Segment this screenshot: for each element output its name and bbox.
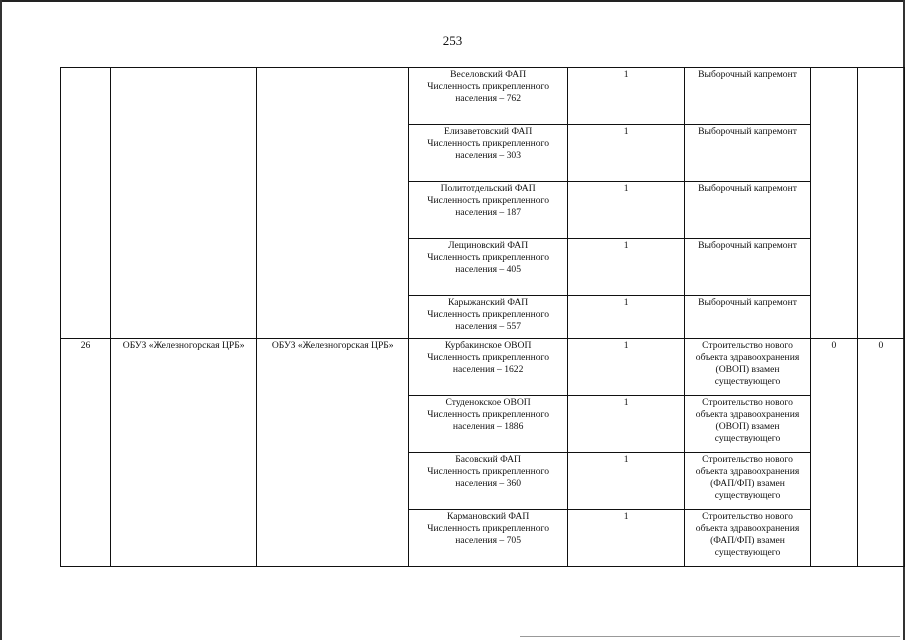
population-value: населения – 303	[455, 150, 521, 161]
population-label: Численность прикрепленного	[427, 138, 549, 149]
population-value: населения – 762	[455, 93, 521, 104]
population-label: Численность прикрепленного	[427, 81, 549, 92]
row-number: 26	[61, 339, 111, 567]
col-b-cell-cont	[857, 68, 904, 339]
population-value: населения – 1622	[452, 364, 524, 375]
population-label: Численность прикрепленного	[427, 466, 549, 477]
facility-cell	[409, 339, 568, 396]
work-cell: Строительство нового объекта здравоохранения (ФАП/ФП) взамен существующего	[685, 453, 811, 510]
num-cell-cont	[61, 68, 111, 339]
col-a-cell-cont	[810, 68, 857, 339]
scan-border-top	[0, 0, 905, 2]
scan-border-left	[0, 0, 2, 640]
population-value: населения – 557	[455, 321, 521, 332]
population-label: Численность прикрепленного	[427, 252, 549, 263]
work-cell: Строительство нового объекта здравоохранения (ОВОП) взамен существующего	[685, 396, 811, 453]
work-cell: Строительство нового объекта здравоохранения (ФАП/ФП) взамен существующего	[685, 510, 811, 567]
org-name: ОБУЗ «Железногорская ЦРБ»	[111, 339, 257, 567]
facilities-table	[60, 67, 905, 567]
facility-cell	[409, 125, 568, 182]
facility-cell	[409, 396, 568, 453]
col-b-value: 0	[857, 339, 904, 567]
facility-cell	[409, 510, 568, 567]
institution-name: ОБУЗ «Железногорская ЦРБ»	[257, 339, 409, 567]
work-cell: Выборочный капремонт	[685, 182, 811, 239]
org-cell-cont	[111, 68, 257, 339]
scan-artifact-line	[520, 636, 900, 637]
population-label: Численность прикрепленного	[427, 309, 549, 320]
population-value: населения – 187	[455, 207, 521, 218]
facility-name: Курбакинское ОВОП	[444, 340, 532, 351]
facility-name: Политотдельский ФАП	[440, 183, 536, 194]
facility-name: Веселовский ФАП	[450, 69, 527, 80]
facility-cell	[409, 182, 568, 239]
col-a-value: 0	[810, 339, 857, 567]
work-cell: Строительство нового объекта здравоохранения (ОВОП) взамен существующего	[685, 339, 811, 396]
count-cell: 1	[568, 453, 685, 510]
page-number: 253	[442, 33, 463, 48]
facility-name: Карыжанский ФАП	[448, 297, 529, 308]
count-cell: 1	[568, 396, 685, 453]
work-cell: Выборочный капремонт	[685, 239, 811, 296]
facility-cell	[409, 239, 568, 296]
population-label: Численность прикрепленного	[427, 409, 549, 420]
population-value: населения – 1886	[452, 421, 524, 432]
facility-cell	[409, 453, 568, 510]
work-cell: Выборочный капремонт	[685, 125, 811, 182]
facility-cell	[409, 296, 568, 339]
count-cell: 1	[568, 125, 685, 182]
count-cell: 1	[568, 296, 685, 339]
count-cell: 1	[568, 339, 685, 396]
table-row	[61, 68, 905, 125]
count-cell: 1	[568, 510, 685, 567]
population-value: населения – 405	[455, 264, 521, 275]
population-label: Численность прикрепленного	[427, 523, 549, 534]
count-cell: 1	[568, 68, 685, 125]
institution-cell-cont	[257, 68, 409, 339]
work-cell: Выборочный капремонт	[685, 296, 811, 339]
facility-name: Лещиновский ФАП	[448, 240, 529, 251]
facility-name: Студенокское ОВОП	[445, 397, 531, 408]
population-value: населения – 360	[455, 478, 521, 489]
table-row	[61, 339, 905, 396]
population-value: населения – 705	[455, 535, 521, 546]
facility-name: Елизаветовский ФАП	[443, 126, 533, 137]
facility-name: Басовский ФАП	[455, 454, 521, 465]
count-cell: 1	[568, 182, 685, 239]
population-label: Численность прикрепленного	[427, 352, 549, 363]
facility-cell	[409, 68, 568, 125]
population-label: Численность прикрепленного	[427, 195, 549, 206]
work-cell: Выборочный капремонт	[685, 68, 811, 125]
count-cell: 1	[568, 239, 685, 296]
facility-name: Кармановский ФАП	[446, 511, 530, 522]
